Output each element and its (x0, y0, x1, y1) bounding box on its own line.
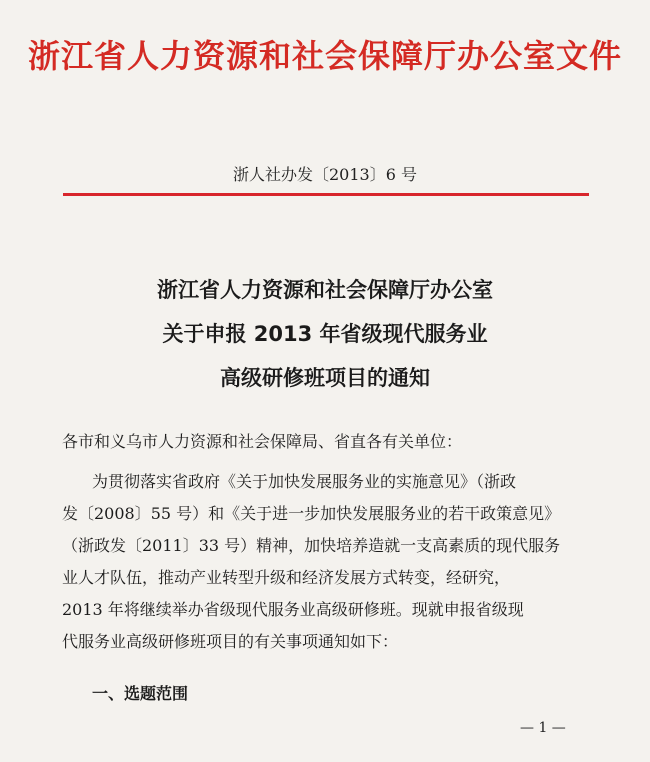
body-line: （浙政发〔2011〕33 号）精神，加快培养造就一支高素质的现代服务 (62, 536, 561, 555)
salutation: 各市和义乌市人力资源和社会保障局、省直各有关单位： (62, 432, 463, 451)
header-divider (63, 193, 589, 196)
notice-title-line: 高级研修班项目的通知 (220, 366, 430, 390)
notice-title-line: 浙江省人力资源和社会保障厅办公室 (157, 278, 493, 302)
notice-title-line: 关于申报 2013 年省级现代服务业 (162, 322, 488, 346)
body-line: 2013 年将继续举办省级现代服务业高级研修班。现就申报省级现 (62, 600, 524, 619)
page-number: — 1 — (520, 720, 566, 736)
body-paragraph (62, 466, 592, 658)
body-line: 为贯彻落实省政府《关于加快发展服务业的实施意见》（浙政 (92, 472, 517, 491)
document-header-title: 浙江省人力资源和社会保障厅办公室文件 (27, 37, 622, 75)
body-line: 代服务业高级研修班项目的有关事项通知如下： (62, 632, 399, 651)
notice-title (0, 268, 650, 400)
body-line: 发〔2008〕55 号）和《关于进一步加快发展服务业的若干政策意见》 (62, 504, 561, 523)
section-heading: 一、选题范围 (92, 684, 189, 703)
document-number: 浙人社办发〔2013〕6 号 (233, 165, 417, 184)
body-line: 业人才队伍，推动产业转型升级和经济发展方式转变，经研究， (62, 568, 511, 587)
